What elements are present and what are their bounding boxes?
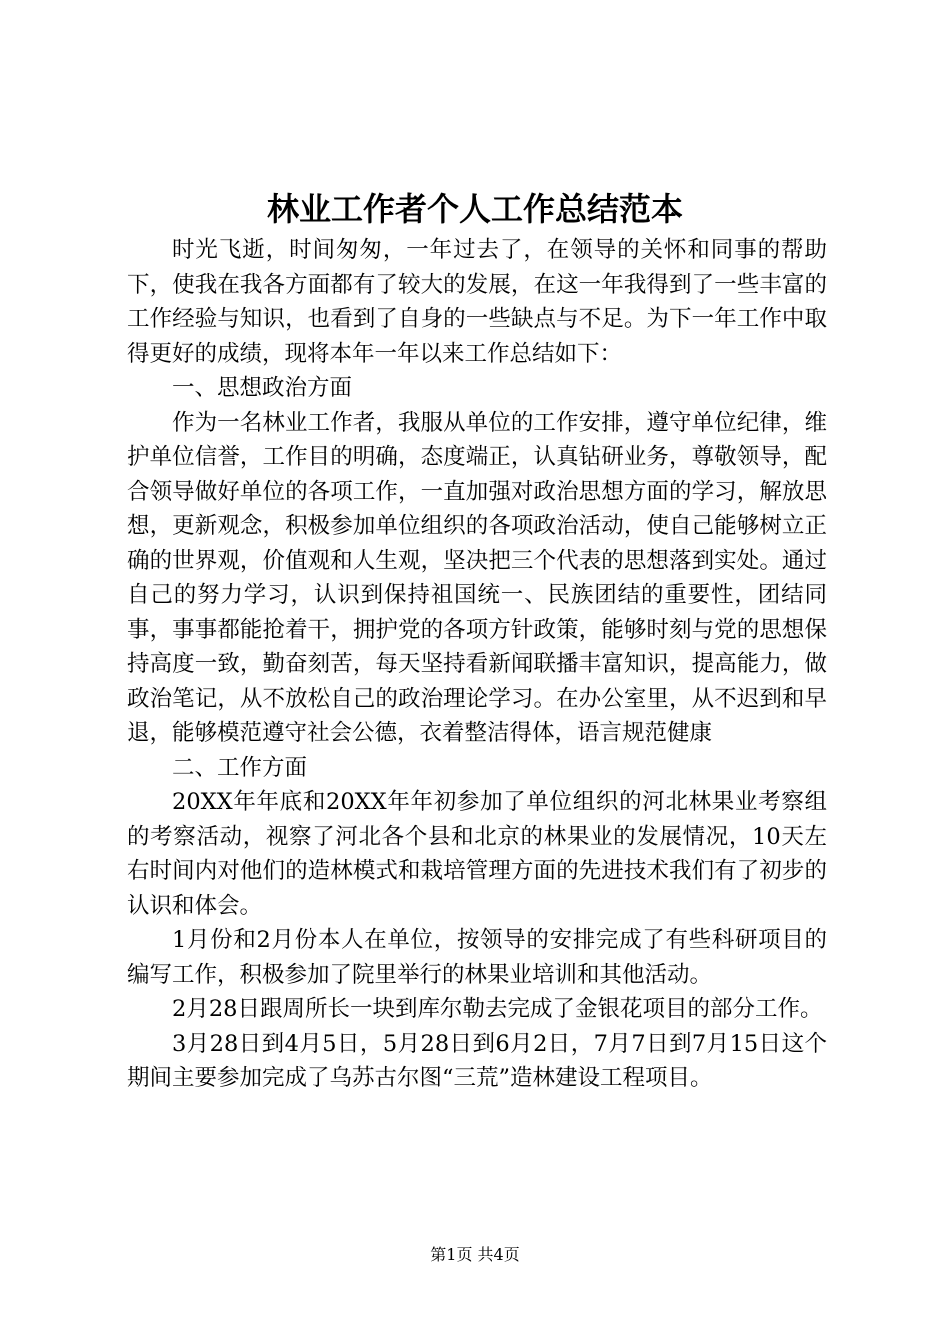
page-number-footer: 第1页 共4页 [430, 1245, 520, 1264]
paragraph-intro: 时光飞逝，时间匆匆，一年过去了，在领导的关怀和同事的帮助下，使我在我各方面都有了较大的发展，在这一年我得到了一些丰富的工作经验与知识，也看到了自身的一些缺点与不足。为下一年工作中取得更好的成绩，现将本年一年以来工作总结如下： [127, 237, 827, 367]
paragraph-work-feb28: 2月28日跟周所长一块到库尔勒去完成了金银花项目的部分工作。 [172, 996, 823, 1022]
document-body [127, 233, 827, 1096]
section-heading-political: 一、思想政治方面 [172, 375, 353, 401]
paragraph-work-jan-feb: 1月份和2月份本人在单位，按领导的安排完成了有些科研项目的编写工作，积极参加了院里举行的林果业培训和其他活动。 [127, 927, 827, 988]
paragraph-work-inspection: 20XX年年底和20XX年年初参加了单位组织的河北林果业考察组的考察活动，视察了河北各个县和北京的林果业的发展情况，10天左右时间内对他们的造林模式和栽培管理方面的先进技术我们有了初步的认识和体会。 [127, 789, 827, 919]
section-heading-work: 二、工作方面 [172, 754, 308, 781]
paragraph-political: 作为一名林业工作者，我服从单位的工作安排，遵守单位纪律，维护单位信誉，工作目的明确，态度端正，认真钻研业务，尊敬领导，配合领导做好单位的各项工作，一直加强对政治思想方面的学习，解放思想，更新观念，积极参加单位组织的各项政治活动，使自己能够树立正确的世界观，价值观和人生观，坚决把三个代表的思想落到实处。通过自己的努力学习，认识到保持祖国统一、民族团结的重要性，团结同事，事事都能抢着干，拥护党的各项方针政策，能够时刻与党的思想保持高度一致，勤奋刻苦，每天坚持看新闻联播丰富知识，提高能力，做政治笔记，从不放松自己的政治理论学习。在办公室里，从不迟到和早退，能够模范遵守社会公德，衣着整洁得体，语言规范健康 [127, 409, 827, 746]
paragraph-work-afforestation: 3月28日到4月5日，5月28日到6月2日，7月7日到7月15日这个期间主要参加完成了乌苏古尔图“三荒”造林建设工程项目。 [127, 1030, 827, 1091]
document-title: 林业工作者个人工作总结范本 [266, 190, 683, 228]
